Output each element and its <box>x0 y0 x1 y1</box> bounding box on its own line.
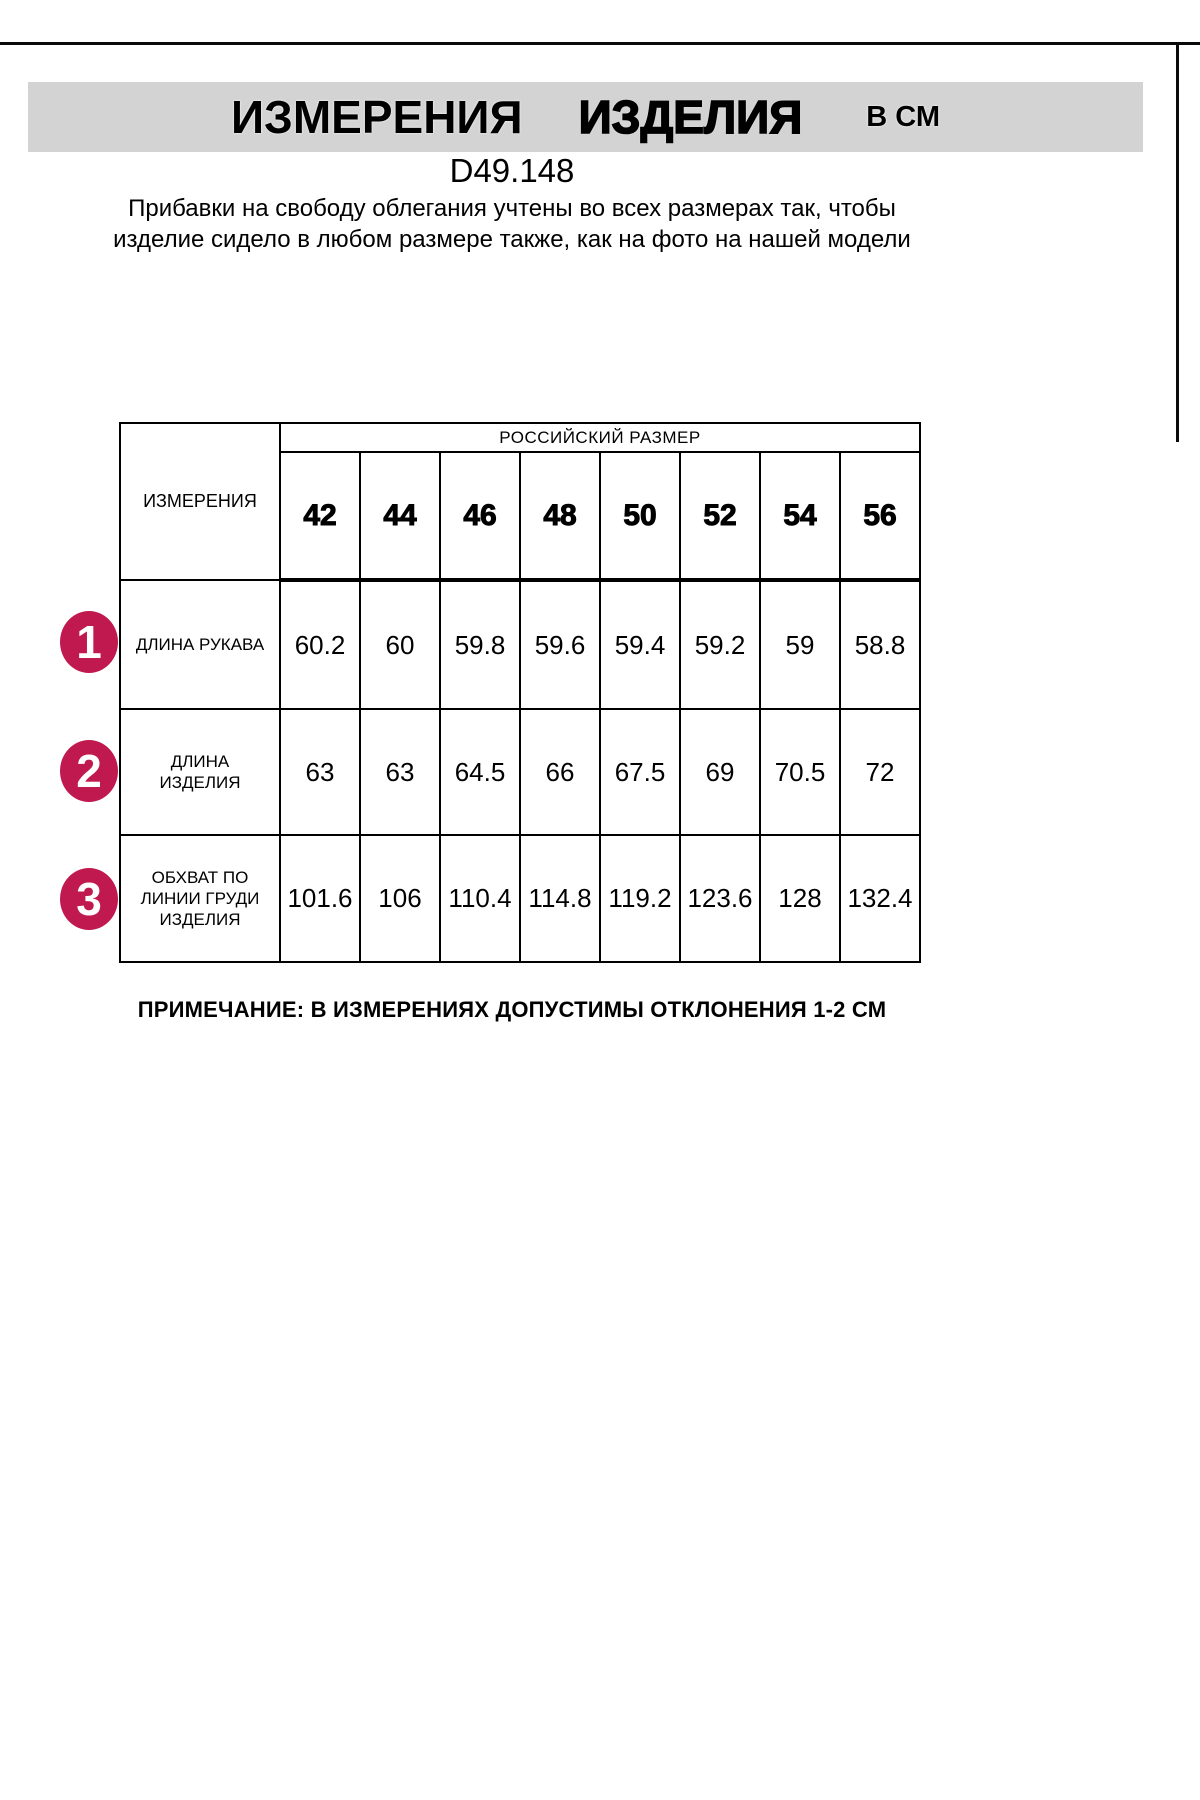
measurement-value-cell: 63 <box>360 709 440 835</box>
measurement-value-cell: 114.8 <box>520 835 600 962</box>
measurement-value-cell: 69 <box>680 709 760 835</box>
row-label-text: ДЛИНА РУКАВА <box>135 635 265 654</box>
measurement-value-cell: 59.8 <box>440 580 520 709</box>
measurement-value-cell: 110.4 <box>440 835 520 962</box>
measurement-value-cell: 59.6 <box>520 580 600 709</box>
row-label-text: ОБХВАТ ПО ЛИНИИ ГРУДИ ИЗДЕЛИЯ <box>140 868 260 929</box>
size-col-header: 56 <box>840 452 920 580</box>
size-col-header: 46 <box>440 452 520 580</box>
measurement-value-cell: 64.5 <box>440 709 520 835</box>
measurement-value-cell: 60.2 <box>280 580 360 709</box>
measurement-value-cell: 123.6 <box>680 835 760 962</box>
size-col-header: 50 <box>600 452 680 580</box>
size-col-header: 44 <box>360 452 440 580</box>
measurement-value-cell: 119.2 <box>600 835 680 962</box>
measurement-value-cell: 59 <box>760 580 840 709</box>
row-label-cell <box>120 835 280 962</box>
row-label-cell <box>120 709 280 835</box>
measurement-value-cell: 63 <box>280 709 360 835</box>
measurement-value-cell: 72 <box>840 709 920 835</box>
measurement-value-cell: 128 <box>760 835 840 962</box>
title-word-product: ИЗДЕЛИЯ <box>578 91 803 143</box>
row-label-text: ДЛИНА ИЗДЕЛИЯ <box>159 752 241 792</box>
table-row-product-length <box>120 709 920 835</box>
measurement-value-cell: 66 <box>520 709 600 835</box>
measurement-value-cell: 60 <box>360 580 440 709</box>
measurement-value-cell: 70.5 <box>760 709 840 835</box>
measurement-value-cell: 59.4 <box>600 580 680 709</box>
title-word-measurements: ИЗМЕРЕНИЯ <box>230 91 523 143</box>
table-row-sleeve-length <box>120 580 920 709</box>
measurement-value-cell: 58.8 <box>840 580 920 709</box>
article-code: D49.148 <box>449 152 575 189</box>
row-number-badge-3: 3 <box>60 868 118 930</box>
size-col-header: 52 <box>680 452 760 580</box>
corner-header-cell: ИЗМЕРЕНИЯ <box>120 423 280 580</box>
group-header-row <box>120 423 920 452</box>
row-number-badge-1: 1 <box>60 611 118 673</box>
row-label-cell <box>120 580 280 709</box>
size-col-header: 48 <box>520 452 600 580</box>
size-table <box>119 422 921 963</box>
size-col-header: 42 <box>280 452 360 580</box>
measurement-value-cell: 101.6 <box>280 835 360 962</box>
fit-note-paragraph: Прибавки на свободу облегания учтены во всех размерах так, чтобы изделие сидело в любом размере также, как на фото на нашей модели <box>113 195 911 253</box>
tolerance-note: ПРИМЕЧАНИЕ: В ИЗМЕРЕНИЯХ ДОПУСТИМЫ ОТКЛОНЕНИЯ 1-2 СМ <box>137 997 887 1022</box>
right-border-line <box>1176 42 1179 442</box>
measurement-value-cell: 106 <box>360 835 440 962</box>
table-row-chest-girth <box>120 835 920 962</box>
row-number-badge-2: 2 <box>60 740 118 802</box>
measurement-value-cell: 59.2 <box>680 580 760 709</box>
measurement-value-cell: 67.5 <box>600 709 680 835</box>
title-unit-cm: В СМ <box>866 100 941 133</box>
size-col-header: 54 <box>760 452 840 580</box>
measurement-value-cell: 132.4 <box>840 835 920 962</box>
russian-size-header-cell: РОССИЙСКИЙ РАЗМЕР <box>280 423 920 452</box>
